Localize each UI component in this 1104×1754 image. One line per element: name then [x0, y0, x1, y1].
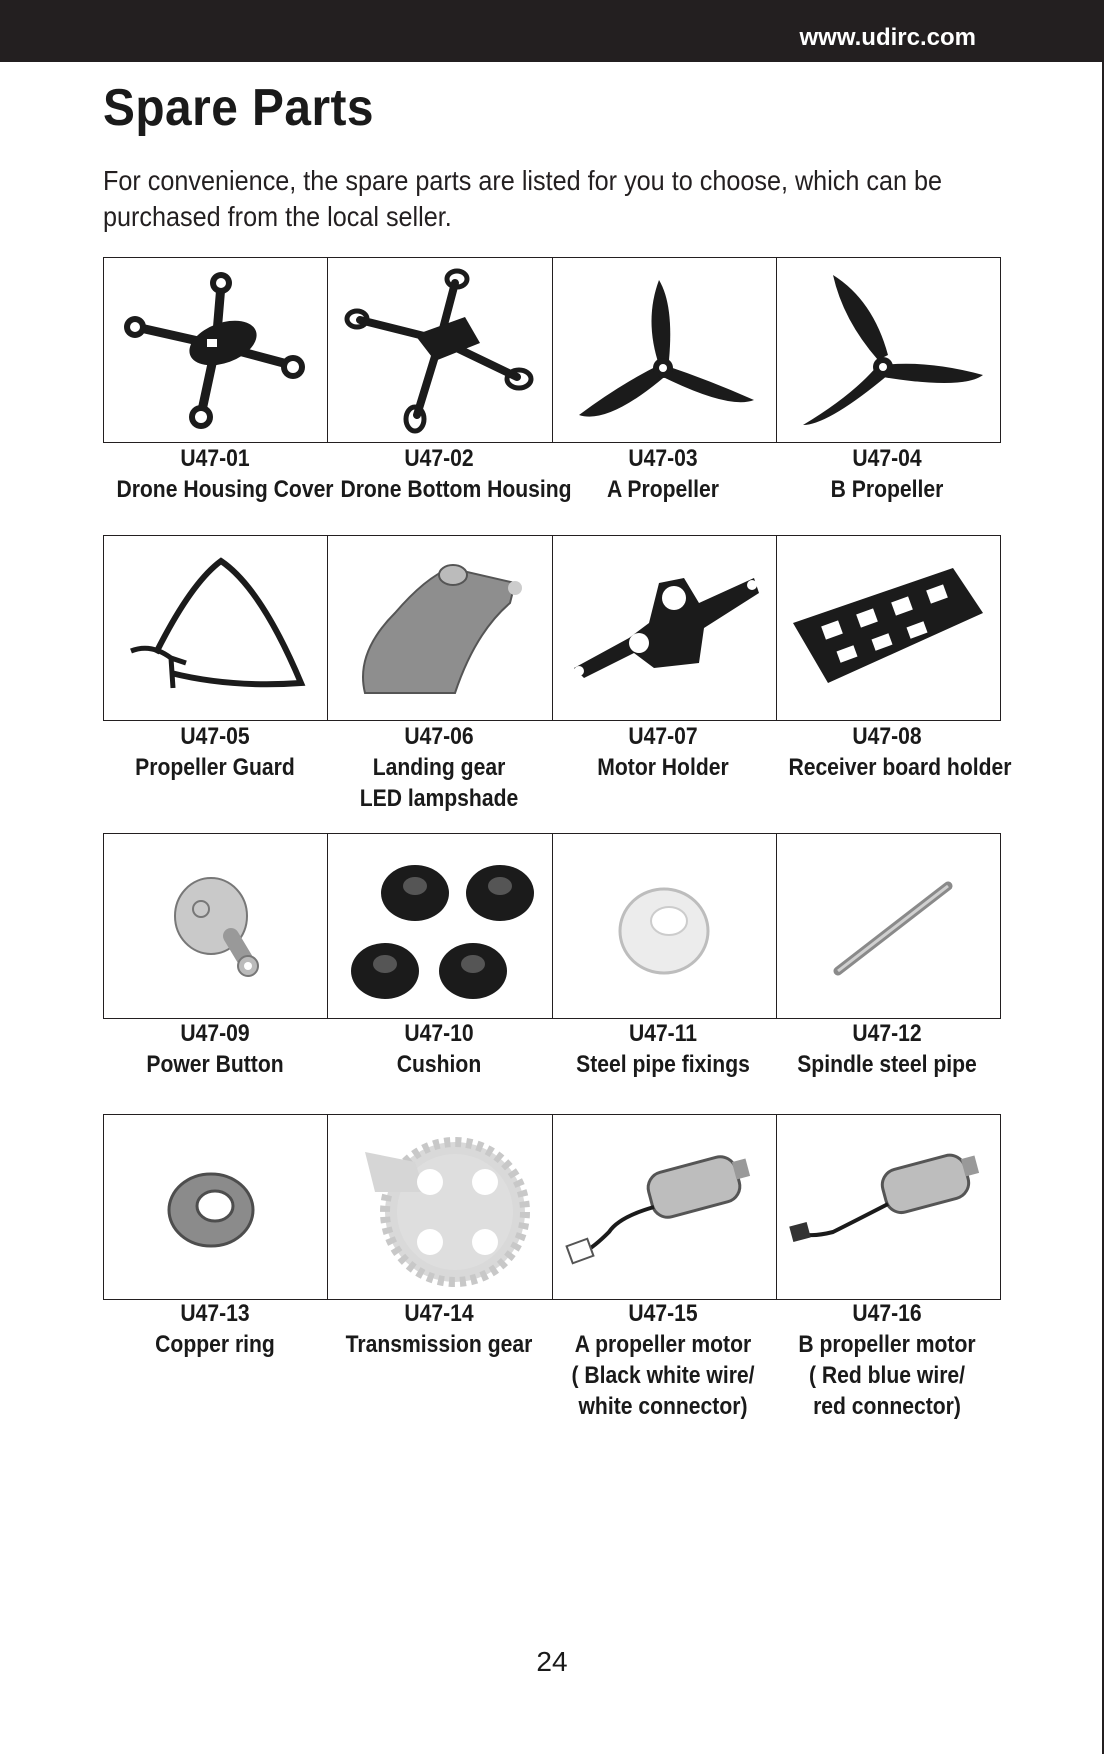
captions-row-1 — [103, 443, 1001, 505]
part-caption: U47-14 Transmission gear — [345, 1300, 533, 1358]
part-image-cell — [776, 257, 1001, 443]
part-caption: U47-05 Propeller Guard — [135, 723, 295, 781]
parts-row-4 — [103, 1114, 1001, 1300]
intro-text — [103, 163, 943, 235]
part-caption: U47-06 Landing gear LED lampshade — [359, 723, 519, 812]
part-image-cell — [103, 1114, 328, 1300]
part-image-cell — [552, 257, 777, 443]
part-caption: U47-12 Spindle steel pipe — [797, 1020, 977, 1078]
part-image-cell — [776, 535, 1001, 721]
part-image-cell — [327, 833, 552, 1019]
part-caption: U47-07 Motor Holder — [597, 723, 729, 781]
part-image-cell — [552, 1114, 777, 1300]
part-caption: U47-13 Copper ring — [155, 1300, 275, 1358]
gear-icon — [335, 1122, 545, 1292]
part-image-cell — [552, 833, 777, 1019]
part-image-cell — [776, 1114, 1001, 1300]
copper-ring-icon — [111, 1122, 321, 1292]
spindle-pipe-icon — [783, 841, 993, 1011]
part-caption: U47-03 A Propeller — [607, 445, 719, 503]
part-image-cell — [327, 257, 552, 443]
part-image-cell — [103, 257, 328, 443]
part-caption: U47-04 B Propeller — [830, 445, 944, 503]
motor-b-icon — [783, 1122, 993, 1292]
steel-pipe-fixing-icon — [559, 841, 769, 1011]
part-caption: U47-15 A propeller motor ( Black white wire/ white connector) — [571, 1300, 755, 1420]
intro-line-1: For convenience, the spare parts are listed for you to choose, which can be — [103, 165, 943, 196]
propeller-guard-icon — [111, 543, 321, 713]
motor-a-icon — [559, 1122, 769, 1292]
parts-row-3 — [103, 833, 1001, 1019]
part-image-cell — [552, 535, 777, 721]
part-caption: U47-16 B propeller motor ( Red blue wire/ red connector) — [798, 1300, 976, 1420]
part-image-cell — [103, 535, 328, 721]
landing-gear-icon — [335, 543, 545, 713]
parts-row-2 — [103, 535, 1001, 721]
captions-row-3 — [103, 1018, 1001, 1080]
part-caption: U47-10 Cushion — [396, 1020, 482, 1078]
part-image-cell — [327, 1114, 552, 1300]
part-image-cell — [103, 833, 328, 1019]
part-caption: U47-11 Steel pipe fixings — [576, 1020, 750, 1078]
part-caption: U47-01 Drone Housing Cover — [116, 445, 334, 503]
part-image-cell — [776, 833, 1001, 1019]
motor-holder-icon — [559, 543, 769, 713]
captions-row-2 — [103, 721, 1012, 814]
website-url[interactable]: www.udirc.com — [799, 24, 976, 51]
propeller-b-icon — [783, 265, 993, 435]
parts-row-1 — [103, 257, 1001, 443]
propeller-a-icon — [559, 265, 769, 435]
part-caption: U47-08 Receiver board holder — [788, 723, 1012, 781]
page-title: Spare Parts — [103, 79, 374, 137]
part-image-cell — [327, 535, 552, 721]
drone-bottom-housing-icon — [335, 265, 545, 435]
part-caption: U47-02 Drone Bottom Housing — [340, 445, 572, 503]
cushion-icon — [335, 841, 545, 1011]
receiver-board-holder-icon — [783, 543, 993, 713]
page-number: 24 — [536, 1646, 568, 1677]
drone-housing-cover-icon — [111, 265, 321, 435]
part-caption: U47-09 Power Button — [146, 1020, 284, 1078]
header-bar — [0, 0, 1104, 62]
intro-line-2: purchased from the local seller. — [103, 201, 452, 232]
power-button-icon — [111, 841, 321, 1011]
captions-row-4 — [103, 1298, 1001, 1422]
